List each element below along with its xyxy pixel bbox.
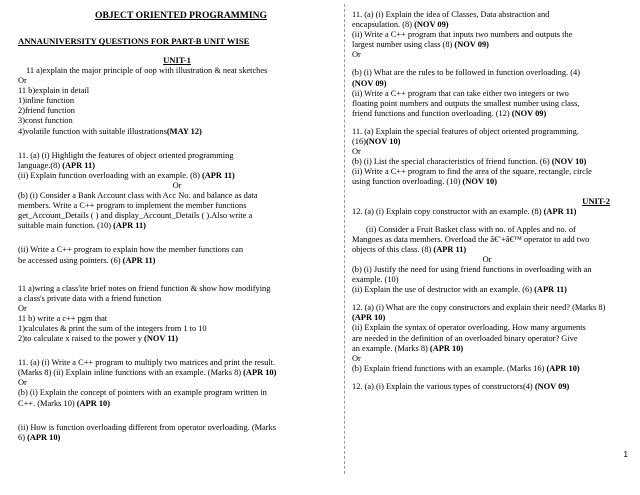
question-line: 1)calculates & print the sum of the integers from 1 to 10: [18, 323, 207, 333]
question-line: floating point numbers and outputs the smallest number using class,: [352, 98, 580, 108]
question-line: (b) (i) Explain the concept of pointers with an example program written in: [18, 388, 267, 398]
exam-tag: (NOV 09): [352, 78, 387, 88]
question-line: [18, 399, 336, 409]
question-text: (b) Explain friend functions with an example. (Marks 16): [352, 363, 545, 373]
exam-tag: (APR 11): [201, 170, 235, 180]
exam-tag: (NOV 10): [551, 157, 587, 167]
exam-tag: (NOV 10): [462, 177, 497, 187]
exam-tag: (NOV 09): [511, 108, 547, 118]
question-text: 12. (a) (i) Explain copy constructor with an example. (8): [352, 206, 542, 216]
or-separator: Or: [172, 180, 182, 190]
question-line: 11. (a) (i) Write a C++ program to multiply two matrices and print the result.: [18, 358, 276, 368]
question-line: [352, 109, 622, 119]
exam-tag: (NOV 11): [144, 334, 179, 344]
question-line: (ii) Explain the syntax of operator overloading. How many arguments: [352, 323, 586, 333]
question-line: 11 a)wring a class'ite brief notes on friend function & show how modifying: [18, 283, 271, 293]
question-line: (b) (i) Consider a Bank Account class with Acc No. and balance as data: [18, 191, 258, 201]
exam-tag: (NOV 09): [534, 381, 570, 391]
question-line: 11. (a) (i) Highlight the features of object oriented programming: [18, 150, 234, 160]
question-text: encapsulation. (8): [352, 20, 412, 30]
question-text: (Marks 8) (ii) Explain inline functions with an example. (Marks 8): [18, 368, 242, 378]
question-text: objects of this class. (8): [352, 244, 432, 254]
exam-tag: (APR 10): [429, 343, 464, 353]
or-separator: Or: [352, 147, 361, 157]
exam-tag: (APR 11): [122, 255, 156, 265]
question-line: 1)inline function: [18, 96, 75, 106]
unit-1-heading: UNIT-1: [163, 55, 191, 65]
question-line: (ii) Write a C++ program that inputs two numbers and outputs the: [352, 30, 573, 40]
exam-tag: (NOV 09): [414, 20, 449, 30]
question-line: (ii) Write a C++ program to find the area of the square, rectangle, circle: [352, 167, 592, 177]
question-text: 6): [18, 432, 25, 442]
exam-tag: (APR 11): [62, 160, 95, 170]
left-column: [18, 10, 336, 443]
question-line: 2)friend function: [18, 106, 75, 116]
exam-tag: (APR 11): [534, 285, 567, 295]
question-text: (16): [352, 137, 366, 147]
question-line: [18, 221, 336, 231]
column-divider: [344, 4, 345, 474]
page-number: 1: [623, 450, 628, 459]
question-line: [352, 344, 622, 354]
question-line: [352, 382, 622, 392]
question-text: language.(8): [18, 160, 61, 170]
question-text: (b) (i) List the special characteristics of friend function. (6): [352, 157, 550, 167]
question-line: 11 a)explain the major principle of oop with illustration & neat sketches: [26, 66, 268, 75]
question-text: 12. (a) (i) Explain the various types of constructors(4): [352, 381, 533, 391]
question-text: 4)volatile function with suitable illustrations: [18, 126, 167, 136]
or-separator: Or: [482, 254, 492, 264]
question-text: 2)to calculate x raised to the power y: [18, 334, 142, 344]
question-text: suitable main function. (10): [18, 221, 112, 231]
or-separator: Or: [18, 303, 27, 313]
question-line: (ii) Write a C++ program to explain how the member functions can: [18, 245, 244, 255]
question-line: (b) (i) Justify the need for using friend functions in overloading with an: [352, 264, 592, 274]
question-line: [352, 137, 622, 147]
question-line: [18, 171, 336, 181]
question-line: [352, 364, 622, 374]
or-separator: Or: [352, 50, 361, 60]
question-line: example. (10): [352, 275, 399, 285]
exam-tag: (APR 11): [433, 244, 467, 254]
or-separator: Or: [352, 353, 361, 363]
question-text: be accessed using pointers. (6): [18, 255, 121, 265]
question-line: [352, 313, 622, 323]
exam-tag: (APR 10): [546, 363, 580, 373]
exam-tag: (APR 10): [76, 398, 111, 408]
question-line: (ii) How is function overloading different from operator overloading. (Marks: [18, 422, 277, 432]
document-subtitle: ANNAUNIVERSITY QUESTIONS FOR PART-B UNIT WISE: [18, 36, 250, 46]
question-text: (ii) Explain function overloading with an example. (8): [18, 170, 200, 180]
question-line: [352, 157, 622, 167]
question-line: are needed in the definition of an overloaded binary operator? Give: [352, 333, 578, 343]
exam-tag: (APR 10): [27, 432, 61, 442]
question-line: [18, 334, 336, 344]
question-line: [352, 79, 622, 89]
question-line: 11. (a) Explain the special features of object oriented programming.: [352, 126, 579, 136]
question-line: [352, 207, 622, 217]
question-line: (b) (i) What are the rules to be followed in function overloading. (4): [352, 68, 580, 78]
question-line: (ii) Consider a Fruit Basket class with no. of Apples and no. of: [366, 224, 576, 234]
exam-tag: (APR 11): [543, 206, 577, 216]
question-line: (ii) Write a C++ program that can take either two integers or two: [352, 88, 569, 98]
question-line: get_Account_Details ( ) and display_Account_Details ( ).Also write a: [18, 211, 253, 221]
question-line: [352, 177, 622, 187]
exam-tag: (NOV 09): [454, 40, 489, 50]
question-text: using function overloading. (10): [352, 177, 461, 187]
unit-2-heading: UNIT-2: [582, 195, 610, 206]
or-separator: Or: [18, 378, 27, 388]
exam-tag: (APR 11): [113, 221, 146, 231]
question-text: largest number using class (8): [352, 40, 453, 50]
question-line: 12. (a) (i) What are the copy constructors and explain their need? (Marks 8): [352, 303, 606, 313]
document-title: OBJECT ORIENTED PROGRAMMING: [95, 10, 267, 21]
question-line: 3)const function: [18, 116, 73, 126]
exam-tag: (APR 10): [243, 368, 277, 378]
question-line: [18, 368, 336, 378]
question-text: C++. (Marks 10): [18, 398, 75, 408]
question-line: [352, 245, 622, 255]
question-line: [352, 40, 622, 50]
question-line: [18, 433, 336, 443]
question-line: [18, 256, 336, 266]
question-line: 11. (a) (i) Explain the idea of Classes, Data abstraction and: [352, 10, 550, 19]
question-line: [352, 20, 622, 30]
exam-tag: (MAY 12): [166, 126, 202, 136]
question-line: 11 b) write a c++ pgm that: [18, 313, 108, 323]
or-separator: Or: [18, 76, 27, 86]
exam-tag: (NOV 10): [365, 137, 401, 147]
question-line: members. Write a C++ program to implement the member functions: [18, 201, 247, 211]
question-line: [18, 127, 336, 137]
question-line: [18, 161, 336, 171]
exam-tag: (APR 10): [352, 313, 386, 323]
right-column: [352, 10, 622, 392]
question-line: Mangoes as data members. Overload the â€˜+â€™ operator to add two: [352, 234, 590, 244]
question-line: 11 b)explain in detail: [18, 86, 90, 96]
question-text: an example. (Marks 8): [352, 343, 428, 353]
question-text: (ii) Explain the use of destructor with an example. (6): [352, 285, 533, 295]
question-text: friend functions and function overloading. (12): [352, 108, 510, 118]
question-line: [352, 285, 622, 295]
question-line: a class's private data with a friend function: [18, 293, 162, 303]
